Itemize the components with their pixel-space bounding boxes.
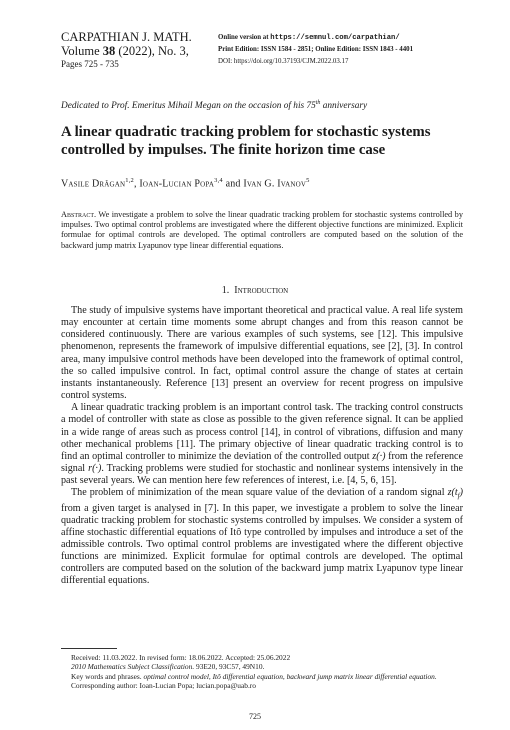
dedication-sup: th bbox=[315, 100, 321, 106]
dedication-tail: anniversary bbox=[320, 101, 368, 112]
received-dates: Received: 11.03.2022. In revised form: 18.06.2022. Accepted: 25.06.2022 bbox=[71, 653, 291, 662]
footnote-divider bbox=[61, 648, 117, 649]
keywords-label: Key words and phrases. bbox=[71, 671, 142, 681]
footnotes bbox=[61, 653, 463, 691]
keywords-text: optimal control model, Itô differential equation, backward jump matrix linear differential equation. bbox=[141, 671, 437, 681]
volume-line bbox=[61, 44, 192, 58]
author-affiliation: 3,4 bbox=[214, 177, 223, 184]
math-inline: z(·) bbox=[372, 450, 386, 462]
paragraph: The study of impulsive systems have important theoretical and practical value. A real life system may encounter at certain time moments some abrupt changes and from this reason cannot be considered continuously. There are various examples of such systems, see [12]. This impulsive phenomenon, represents the framework of impulsive differential equations, see [2], [3]. In control area, many impulsive control methods have been developed into the framework of optimal control, the so called impulsive control. In fact, optimal control assure the change of states at certain instants instantaneously. Reference [13] present an overview for recent progress on impulsive control systems. bbox=[61, 305, 463, 402]
dedication bbox=[61, 100, 367, 111]
publication-meta bbox=[218, 32, 413, 68]
math-text: ) bbox=[459, 487, 463, 499]
section-title: Introduction bbox=[234, 285, 289, 296]
journal-header bbox=[61, 30, 192, 70]
dedication-text: Dedicated to Prof. Emeritus Mihail Megan on the occasion of his 75 bbox=[61, 101, 316, 112]
author-name: Ivan G. Ivanov bbox=[243, 178, 307, 190]
online-prefix: Online version at bbox=[218, 34, 271, 41]
author-affiliation: 1,2 bbox=[125, 177, 134, 184]
paragraph-text: A linear quadratic tracking problem is an important control task. The tracking control constructs a model of controller with state as close as possible to the given reference signal. It can be applied in a wide range of areas such as process control [14], in control of vibrations, diffusion and many other mechanical problems [11]. The primary objective of linear quadratic tracking control is to find an optimal controller to minimize the deviation of the controlled output bbox=[61, 402, 463, 462]
msc-codes: 93E20, 93C57, 49N10. bbox=[194, 662, 265, 672]
math-inline bbox=[447, 487, 463, 501]
abstract bbox=[61, 210, 463, 251]
math-inline: r(·) bbox=[88, 463, 102, 475]
author-separator: , bbox=[134, 178, 140, 190]
author-list bbox=[61, 177, 310, 189]
math-subscript: f bbox=[457, 492, 460, 501]
paragraph-text: . Tracking problems were studied for stochastic and nonlinear systems intensively in the past several years. We can mention here few references of interest, i.e. [4, 5, 6, 15]. bbox=[61, 463, 463, 487]
section-number: 1. bbox=[221, 285, 230, 296]
online-version-line bbox=[218, 32, 413, 44]
paragraph-text: The problem of minimization of the mean square value of the deviation of a random signal bbox=[71, 487, 448, 499]
msc-classification bbox=[61, 662, 463, 671]
introduction-body bbox=[61, 305, 463, 588]
author-name: Ioan-Lucian Popa bbox=[139, 178, 215, 190]
author-affiliation: 5 bbox=[306, 177, 310, 184]
doi-line[interactable]: DOI: https://doi.org/10.37193/CJM.2022.03.17 bbox=[218, 58, 349, 65]
author-name: Vasile Drăgan bbox=[61, 178, 126, 190]
abstract-label: Abstract. bbox=[61, 210, 97, 219]
volume-number: 38 bbox=[102, 44, 116, 58]
paper-title: A linear quadratic tracking problem for stochastic systems controlled by impulses. The finite horizon time case bbox=[61, 124, 431, 158]
issn-text: Print Edition: ISSN 1584 - 2851; Online Edition: ISSN 1843 - 4401 bbox=[218, 46, 414, 53]
volume-suffix: (2022), No. 3, bbox=[115, 44, 189, 58]
page-range: Pages 725 - 735 bbox=[61, 59, 119, 69]
math-text: z(t bbox=[447, 487, 458, 499]
corresponding-author: Corresponding author: Ioan-Lucian Popa; lucian.popa@uab.ro bbox=[71, 681, 256, 691]
page-number: 725 bbox=[249, 712, 261, 721]
online-url-link[interactable]: https://semnul.com/carpathian/ bbox=[270, 34, 400, 42]
msc-label: 2010 Mathematics Subject Classification. bbox=[71, 662, 195, 672]
volume-prefix: Volume bbox=[61, 44, 103, 58]
author-separator: and bbox=[222, 178, 244, 190]
paragraph bbox=[61, 402, 463, 487]
issn-line bbox=[218, 44, 413, 56]
abstract-text: We investigate a problem to solve the linear quadratic tracking problem for stochastic systems controlled by impulses. Two optimal control problems are investigated where the different objective functions are minimized. Explicit formulae for optimal controls are developed. The optimal controllers are computed based on the solution of the backward jump matrix Lyapunov type linear differential equations. bbox=[61, 210, 463, 250]
keywords bbox=[61, 672, 463, 681]
paragraph bbox=[61, 487, 463, 587]
section-heading bbox=[0, 285, 510, 296]
paragraph-text: from the reference signal bbox=[61, 450, 463, 475]
paragraph-text: from a given target is analysed in [7]. In this paper, we investigate a problem to solve the linear quadratic tracking problem for stochastic systems controlled by impulses. We consider a system of affine stochastic differential equations of Itô type controlled by impulses and introduce a set of the admissible controls. Two optimal control problems are investigated where the different objective functions are minimized. Explicit formulae for optimal controls are developed. The optimal controllers are computed based on the solution of the backward jump matrix Lyapunov type linear differential equations. bbox=[61, 502, 463, 587]
journal-name: CARPATHIAN J. MATH. bbox=[61, 30, 192, 44]
